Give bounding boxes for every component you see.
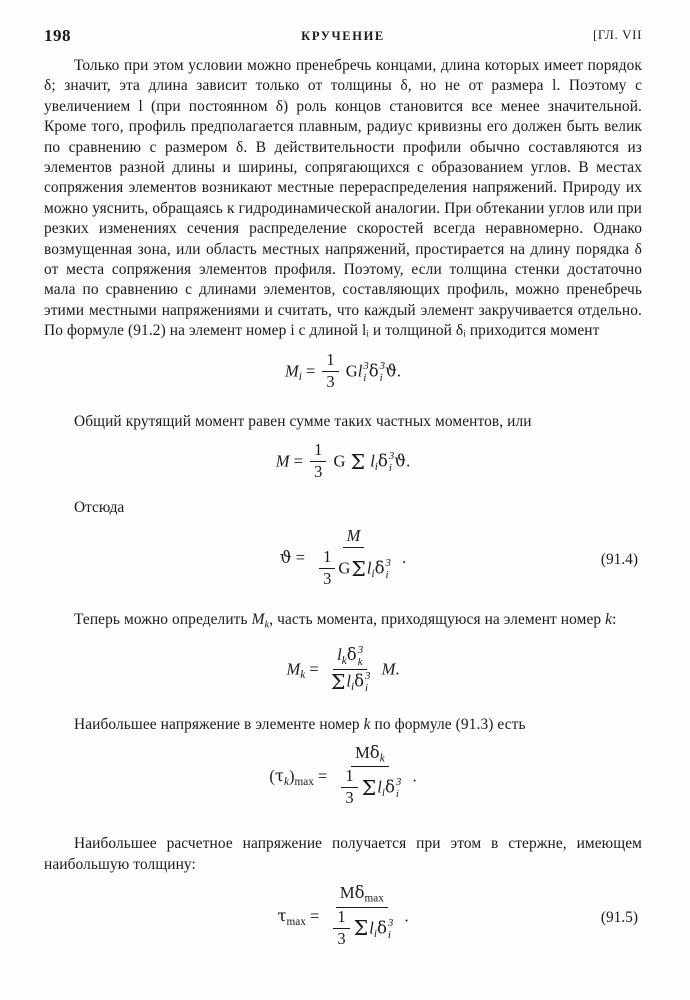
paragraph-3: Отсюда: [74, 498, 125, 516]
paragraph-2: Общий крутящий момент равен сумме таких частных моментов, или: [74, 412, 532, 430]
paragraph-6: Наибольшее расчетное напряжение получается при этом в стержне, имеющем наибольшую толщину:: [44, 835, 642, 873]
equation-5-expression: $(\tau_k)_{max}$ = $M\delta_k$ $\frac{1}{3}$ $\Sigma l_i\delta$ 3 i .: [269, 742, 417, 808]
page-number: 198: [44, 26, 71, 45]
equation-6-expression: $\tau_{max}$ = $M\delta_{max}$ $\frac{1}{3}$ $\Sigma l_i\delta$ 3 i .: [277, 883, 409, 948]
equation-1-expression: $M_i$ = $\frac{1}{3}$ Gl 3 i δ 3 i ϑ.: [284, 349, 402, 391]
equation-6-number: (91.5): [600, 908, 638, 926]
equation-2-expression: M = $\frac{1}{3}$ G Σ $l_i\delta$ 3 i ϑ.: [275, 440, 411, 481]
paragraph-4: Теперь можно определить $M_k$, часть момента, приходящуюся на элемент номер k:: [74, 611, 617, 631]
equation-4: [44, 646, 642, 696]
equation-3-number: (91.4): [600, 550, 638, 568]
equation-4-expression: $M_k$ = $l_k\delta$ 3 k $\Sigma l_i\delta$ 3 i M.: [286, 644, 400, 695]
running-head: [44, 26, 642, 52]
running-title: КРУЧЕНИЕ: [301, 29, 385, 43]
paragraph-5: Наибольшее напряжение в элементе номер k по формуле (91.3) есть: [74, 715, 526, 733]
equation-6: [44, 885, 642, 950]
equation-5: [44, 742, 642, 810]
equation-3-expression: ϑ = M $\frac{1}{3}$ GΣl$_i$δ 3 i .: [279, 526, 407, 589]
equation-2: [44, 442, 642, 483]
paragraph-1: Только при этом условии можно пренебречь концами, длина которых имеет порядок δ; значит, эта длина зависит только от толщины δ, но не от размера l. Поэтому с увеличением l (при постоянном δ) роль концов становится все менее значительной. Кроме того, профиль предполагается плавным, радиус кривизны его должен быть велик по сравнению с размером δ. В действительности профили обычно составляются из элементов разной длины и ширины, сопрягающихся с образованием углов. В местах сопряжения элементов возникают местные перераспределения напряжений. Природу их можно уяснить, обращаясь к гидродинамической аналогии. При обтекании углов или при резких изменениях сечения распределение скоростей всегда неравномерно. Однако возмущенная зона, или область местных напряжений, простирается на длину порядка δ от места сопряжения элементов профиля. Поэтому, если толщина стенки достаточно мала по сравнению с длинами элементов, составляющих профиль, можно пренебречь этими местными напряжениями и считать, что каждый элемент закручивается отдельно. По формуле (91.2) на элемент номер i с длиной lᵢ и толщиной δᵢ приходится момент: [44, 57, 642, 340]
equation-3: [44, 528, 642, 591]
equation-1: [44, 349, 642, 393]
chapter-marker: [ГЛ. VII: [592, 27, 642, 42]
